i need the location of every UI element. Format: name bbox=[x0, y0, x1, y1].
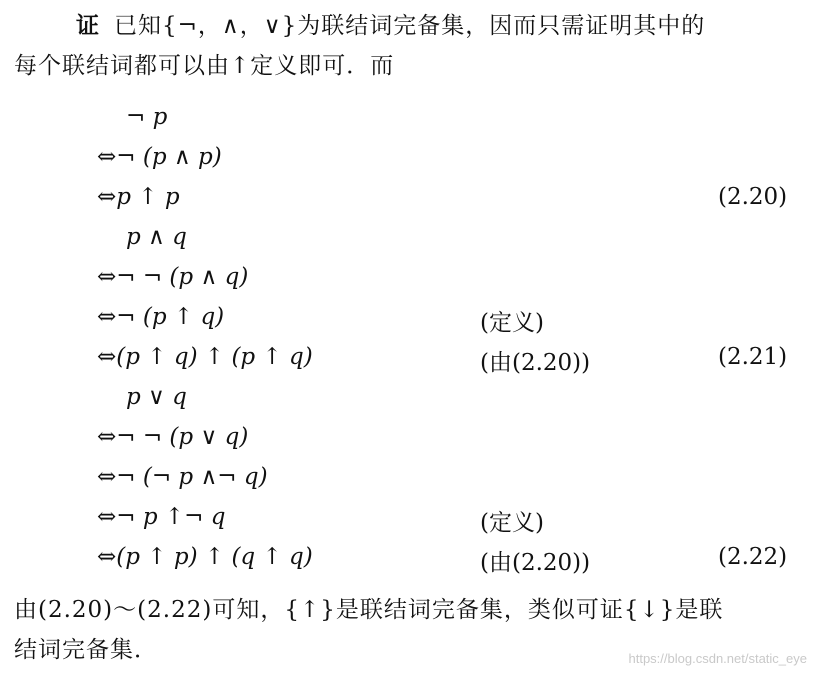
derivation-row bbox=[0, 220, 817, 260]
formula-expression: ¬ p bbox=[126, 104, 168, 130]
derivation-row bbox=[0, 420, 817, 460]
derivation-row bbox=[0, 260, 817, 300]
derivation-row bbox=[0, 180, 817, 220]
watermark-text: https://blog.csdn.net/static_eye bbox=[628, 651, 807, 666]
justification-note: (定义) bbox=[480, 510, 544, 536]
conclusion-line-2: 结词完备集． bbox=[14, 637, 158, 663]
derivation-row bbox=[0, 340, 817, 380]
derivation-row bbox=[0, 540, 817, 580]
formula-expression: ⇔p ↑ p bbox=[97, 184, 180, 210]
intro-line-2: 每个联结词都可以由↑定义即可．而 bbox=[14, 53, 395, 79]
intro-text-1: 已知{¬，∧，∨}为联结词完备集，因而只需证明其中的 bbox=[114, 13, 706, 39]
formula-expression: p ∨ q bbox=[126, 384, 187, 410]
formula-expression: ⇔¬ p ↑¬ q bbox=[97, 504, 226, 530]
derivation-row bbox=[0, 100, 817, 140]
derivation-row bbox=[0, 140, 817, 180]
equation-number: (2.21) bbox=[718, 344, 788, 370]
formula-expression: ⇔¬ (p ↑ q) bbox=[97, 304, 225, 330]
justification-note: (由(2.20)) bbox=[480, 350, 591, 376]
formula-expression: ⇔¬ ¬ (p ∧ q) bbox=[97, 264, 249, 290]
formula-expression: ⇔¬ (¬ p ∧¬ q) bbox=[97, 464, 268, 490]
derivation-row bbox=[0, 380, 817, 420]
proof-intro bbox=[14, 6, 803, 86]
equation-number: (2.22) bbox=[718, 544, 788, 570]
equation-number: (2.20) bbox=[718, 184, 788, 210]
justification-note: (定义) bbox=[480, 310, 544, 336]
derivation-row bbox=[0, 300, 817, 340]
derivation-row bbox=[0, 460, 817, 500]
formula-expression: ⇔¬ ¬ (p ∨ q) bbox=[97, 424, 249, 450]
derivation-row bbox=[0, 500, 817, 540]
formula-expression: ⇔(p ↑ q) ↑ (p ↑ q) bbox=[97, 344, 313, 370]
conclusion-line-1: 由(2.20)～(2.22)可知，{↑}是联结词完备集，类似可证{↓}是联 bbox=[14, 597, 724, 623]
formula-expression: ⇔¬ (p ∧ p) bbox=[97, 144, 222, 170]
intro-line-1 bbox=[14, 6, 803, 46]
formula-expression: ⇔(p ↑ p) ↑ (q ↑ q) bbox=[97, 544, 313, 570]
proof-label: 证 bbox=[76, 12, 100, 39]
formula-expression: p ∧ q bbox=[126, 224, 187, 250]
justification-note: (由(2.20)) bbox=[480, 550, 591, 576]
